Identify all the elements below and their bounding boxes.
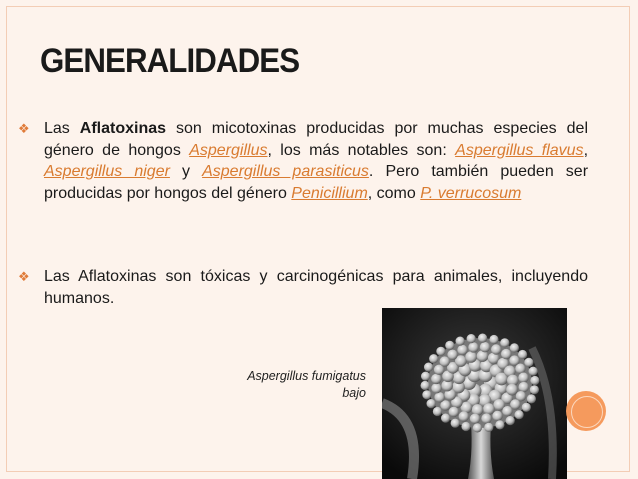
spore bbox=[510, 399, 520, 409]
link-aspergillus-flavus[interactable]: Aspergillus flavus bbox=[455, 141, 584, 159]
spore bbox=[515, 410, 524, 419]
caption-line-1: Aspergillus fumigatus bbox=[247, 369, 366, 383]
spore bbox=[500, 338, 509, 347]
spore bbox=[518, 373, 528, 383]
image-caption bbox=[184, 368, 366, 402]
micrograph-illustration bbox=[382, 308, 567, 479]
slide-title: GENERALIDADES bbox=[40, 42, 300, 80]
spore bbox=[422, 390, 431, 399]
spore bbox=[519, 382, 529, 392]
link-aspergillus[interactable]: Aspergillus bbox=[189, 141, 268, 159]
text-span: , los más notables son: bbox=[267, 141, 456, 159]
spore bbox=[436, 347, 445, 356]
spore bbox=[515, 364, 525, 374]
bullet-icon: ❖ bbox=[18, 121, 30, 136]
spore bbox=[465, 351, 477, 363]
spore bbox=[431, 383, 441, 393]
spore bbox=[502, 406, 512, 416]
spore bbox=[451, 419, 460, 428]
spore bbox=[473, 423, 482, 432]
spore bbox=[530, 385, 539, 394]
spore bbox=[506, 384, 518, 396]
spore bbox=[506, 416, 515, 425]
spore bbox=[492, 411, 502, 421]
spore bbox=[427, 399, 436, 408]
text-span: Las bbox=[44, 120, 80, 137]
spore bbox=[468, 342, 478, 352]
text-span: y bbox=[169, 163, 203, 180]
bold-term-aflatoxinas: Aflatoxinas bbox=[79, 120, 167, 137]
bullet-icon: ❖ bbox=[18, 269, 30, 284]
spore bbox=[518, 350, 527, 359]
spore bbox=[478, 334, 487, 343]
spore bbox=[449, 407, 459, 417]
bullet-paragraph-aflatoxinas bbox=[44, 118, 588, 204]
spore bbox=[434, 392, 444, 402]
spore bbox=[424, 363, 433, 372]
spore bbox=[489, 335, 498, 344]
link-penicillium[interactable]: Penicillium bbox=[291, 184, 368, 202]
spore bbox=[470, 414, 480, 424]
spore bbox=[530, 376, 539, 385]
bullet-paragraph-toxicas: Las Aflatoxinas son tóxicas y carcinogénicas para animales, incluyendo humanos. bbox=[44, 268, 588, 307]
text-span: son micotoxinas producidas por muchas especies del género de hongos bbox=[44, 120, 588, 159]
spore bbox=[421, 381, 430, 390]
decorative-circle bbox=[566, 391, 606, 431]
caption-line-2: bajo bbox=[342, 386, 366, 400]
spore bbox=[457, 345, 467, 355]
spore bbox=[481, 413, 491, 423]
spore bbox=[461, 422, 470, 431]
spore bbox=[491, 344, 501, 354]
link-p-verrucosum[interactable]: P. verrucosum bbox=[420, 184, 522, 202]
spore bbox=[480, 342, 490, 352]
text-span: , bbox=[583, 141, 589, 159]
spore bbox=[433, 407, 442, 416]
spore bbox=[440, 356, 450, 366]
spore bbox=[483, 403, 495, 415]
aspergillus-micrograph-image bbox=[382, 308, 567, 479]
spore bbox=[441, 414, 450, 423]
text-span: . Pero también pueden ser producidas por hongos del género bbox=[44, 163, 589, 202]
spore bbox=[529, 367, 538, 376]
spore bbox=[459, 411, 469, 421]
link-aspergillus-parasiticus[interactable]: Aspergillus parasiticus bbox=[202, 163, 369, 180]
spore bbox=[447, 350, 457, 360]
spore bbox=[524, 358, 533, 367]
spore bbox=[429, 354, 438, 363]
spore bbox=[495, 420, 504, 429]
spore bbox=[484, 423, 493, 432]
spore bbox=[445, 341, 454, 350]
spore bbox=[431, 374, 441, 384]
spore bbox=[527, 394, 536, 403]
spore bbox=[522, 403, 531, 412]
spore bbox=[421, 372, 430, 381]
link-aspergillus-niger[interactable]: Aspergillus niger bbox=[44, 163, 170, 180]
spore bbox=[510, 343, 519, 352]
spore bbox=[501, 349, 511, 359]
spore bbox=[467, 334, 476, 343]
spore bbox=[456, 337, 465, 346]
text-span: , como bbox=[367, 184, 421, 202]
